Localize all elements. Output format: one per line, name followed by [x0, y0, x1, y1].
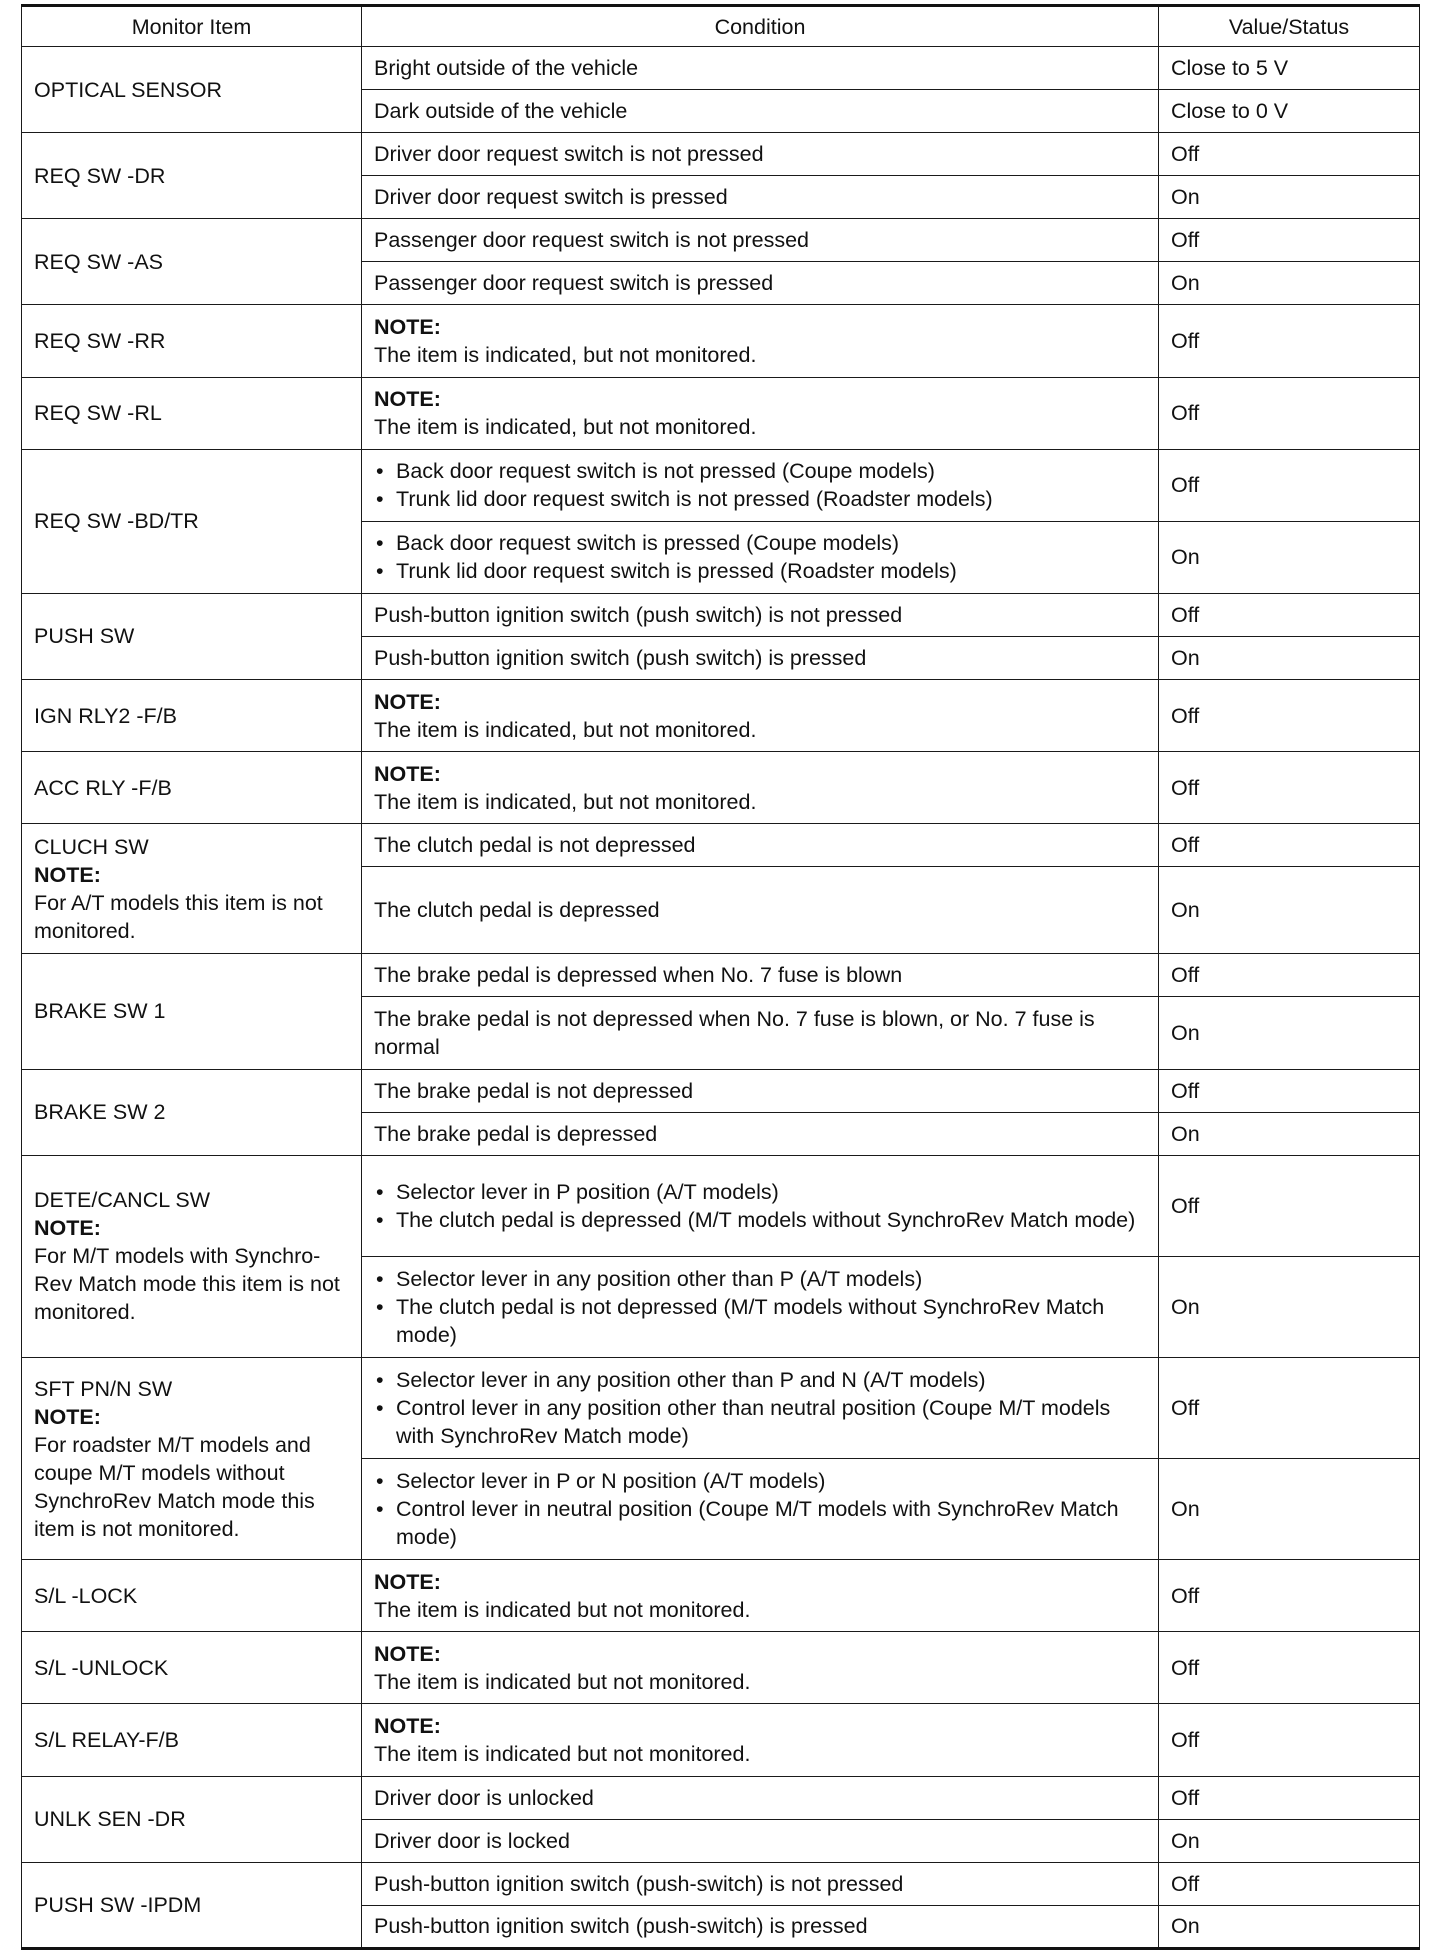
monitor-item-name: SFT PN/N SW [34, 1376, 173, 1401]
value-cell: On [1159, 1905, 1420, 1948]
table-row [22, 1155, 1420, 1256]
note-text: The item is indicated, but not monitored. [374, 415, 757, 440]
value-cell: Off [1159, 824, 1420, 867]
table-row [22, 593, 1420, 636]
bullet-item: • The clutch pedal is depressed (M/T models without SynchroRev Match mode) [374, 1206, 1146, 1234]
monitor-item-name: REQ SW -RR [22, 305, 362, 377]
monitor-item-table-page [21, 4, 1419, 1950]
condition-cell: The brake pedal is depressed when No. 7 fuse is blown [362, 954, 1159, 997]
bullet-list [374, 1467, 1146, 1551]
monitor-item-name: BRAKE SW 1 [22, 954, 362, 1069]
monitor-item-name: OPTICAL SENSOR [22, 47, 362, 133]
condition-cell [362, 1704, 1159, 1776]
value-cell: Off [1159, 305, 1420, 377]
value-cell: Off [1159, 1862, 1420, 1905]
note-text: The item is indicated but not monitored. [374, 1597, 751, 1622]
bullet-list [374, 457, 1146, 513]
value-cell: On [1159, 636, 1420, 679]
bullet-item: • The clutch pedal is not depressed (M/T models without SynchroRev Match mode) [374, 1293, 1146, 1349]
note-text: The item is indicated, but not monitored. [374, 342, 757, 367]
header-value-status: Value/Status [1159, 6, 1420, 47]
condition-cell: Driver door request switch is not pressed [362, 133, 1159, 176]
bullet-item: • Back door request switch is pressed (Coupe models) [374, 529, 1146, 557]
note-text: The item is indicated but not monitored. [374, 1669, 751, 1694]
condition-cell [362, 305, 1159, 377]
note-label: NOTE: [34, 862, 101, 887]
condition-cell: Dark outside of the vehicle [362, 90, 1159, 133]
note-text: For roadster M/T models and coupe M/T models without SynchroRev Match mode this item is not monitored. [34, 1432, 315, 1541]
note-text: The item is indicated, but not monitored. [374, 789, 757, 814]
condition-cell [362, 1256, 1159, 1357]
table-row [22, 219, 1420, 262]
condition-cell: Push-button ignition switch (push switch) is pressed [362, 636, 1159, 679]
monitor-item-name: REQ SW -AS [22, 219, 362, 305]
value-cell: Off [1159, 1069, 1420, 1112]
condition-cell [362, 680, 1159, 752]
table-row [22, 680, 1420, 752]
note-label: NOTE: [34, 1216, 101, 1241]
condition-cell [362, 1459, 1159, 1560]
value-cell: Off [1159, 1155, 1420, 1256]
value-cell: On [1159, 867, 1420, 954]
bullet-item: • Trunk lid door request switch is not pressed (Roadster models) [374, 485, 1146, 513]
monitor-item-name: REQ SW -DR [22, 133, 362, 219]
monitor-item-name: REQ SW -BD/TR [22, 449, 362, 593]
monitor-item-name: S/L RELAY-F/B [22, 1704, 362, 1776]
condition-cell [362, 521, 1159, 593]
bullet-item: • Control lever in neutral position (Coupe M/T models with SynchroRev Match mode) [374, 1495, 1146, 1551]
monitor-item-cell [22, 1155, 362, 1357]
table-row [22, 824, 1420, 867]
value-cell: Off [1159, 133, 1420, 176]
condition-cell: The clutch pedal is not depressed [362, 824, 1159, 867]
value-cell: Off [1159, 377, 1420, 449]
value-cell: Close to 0 V [1159, 90, 1420, 133]
value-cell: On [1159, 1819, 1420, 1862]
condition-cell: The brake pedal is depressed [362, 1112, 1159, 1155]
condition-cell [362, 1632, 1159, 1704]
condition-cell: Driver door is locked [362, 1819, 1159, 1862]
value-cell: On [1159, 176, 1420, 219]
note-label: NOTE: [34, 1404, 101, 1429]
table-row [22, 133, 1420, 176]
condition-cell [362, 752, 1159, 824]
condition-cell [362, 1560, 1159, 1632]
bullet-list [374, 529, 1146, 585]
table-header-row [22, 6, 1420, 47]
note-label: NOTE: [374, 314, 441, 339]
value-cell: Off [1159, 219, 1420, 262]
table-row [22, 1560, 1420, 1632]
table-row [22, 47, 1420, 90]
note-text: The item is indicated but not monitored. [374, 1742, 751, 1767]
monitor-item-name: DETE/CANCL SW [34, 1188, 210, 1213]
condition-cell: Push-button ignition switch (push switch) is not pressed [362, 593, 1159, 636]
monitor-item-name: IGN RLY2 -F/B [22, 680, 362, 752]
condition-cell: Push-button ignition switch (push-switch) is not pressed [362, 1862, 1159, 1905]
value-cell: Off [1159, 1357, 1420, 1458]
note-label: NOTE: [374, 1641, 441, 1666]
value-cell: Off [1159, 752, 1420, 824]
bullet-item: • Selector lever in any position other than P (A/T models) [374, 1265, 1146, 1293]
table-row [22, 377, 1420, 449]
condition-cell: Passenger door request switch is not pressed [362, 219, 1159, 262]
condition-cell: Driver door is unlocked [362, 1776, 1159, 1819]
monitor-item-name: CLUCH SW [34, 834, 149, 859]
condition-cell: The brake pedal is not depressed [362, 1069, 1159, 1112]
value-cell: On [1159, 997, 1420, 1069]
monitor-item-name: ACC RLY -F/B [22, 752, 362, 824]
table-row [22, 1704, 1420, 1776]
monitor-item-name: REQ SW -RL [22, 377, 362, 449]
condition-cell: The clutch pedal is depressed [362, 867, 1159, 954]
condition-cell: The brake pedal is not depressed when No. 7 fuse is blown, or No. 7 fuse is normal [362, 997, 1159, 1069]
note-label: NOTE: [374, 1714, 441, 1739]
bullet-list [374, 1178, 1146, 1234]
bullet-item: • Back door request switch is not pressed (Coupe models) [374, 457, 1146, 485]
bullet-item: • Control lever in any position other than neutral position (Coupe M/T models with SynchroRev Match mode) [374, 1394, 1146, 1450]
table-row [22, 449, 1420, 521]
header-condition: Condition [362, 6, 1159, 47]
note-text: The item is indicated, but not monitored. [374, 717, 757, 742]
table-row [22, 1632, 1420, 1704]
condition-cell: Driver door request switch is pressed [362, 176, 1159, 219]
bullet-list [374, 1265, 1146, 1349]
table-row [22, 1357, 1420, 1458]
value-cell: Off [1159, 593, 1420, 636]
bullet-item: • Trunk lid door request switch is pressed (Roadster models) [374, 557, 1146, 585]
value-cell: Off [1159, 1560, 1420, 1632]
value-cell: Off [1159, 680, 1420, 752]
value-cell: On [1159, 262, 1420, 305]
table-row [22, 1862, 1420, 1905]
monitor-item-name: BRAKE SW 2 [22, 1069, 362, 1155]
condition-cell [362, 1357, 1159, 1458]
monitor-item-cell [22, 824, 362, 954]
note-label: NOTE: [374, 387, 441, 412]
table-row [22, 305, 1420, 377]
table-row [22, 1069, 1420, 1112]
note-label: NOTE: [374, 689, 441, 714]
value-cell: Off [1159, 1776, 1420, 1819]
header-monitor-item: Monitor Item [22, 6, 362, 47]
monitor-item-name: S/L -LOCK [22, 1560, 362, 1632]
note-text: For A/T models this item is not monitored. [34, 890, 323, 943]
condition-cell: Bright outside of the vehicle [362, 47, 1159, 90]
bullet-item: • Selector lever in P position (A/T models) [374, 1178, 1146, 1206]
monitor-item-name: S/L -UNLOCK [22, 1632, 362, 1704]
bullet-list [374, 1366, 1146, 1450]
note-label: NOTE: [374, 761, 441, 786]
condition-cell [362, 377, 1159, 449]
monitor-item-name: PUSH SW -IPDM [22, 1862, 362, 1948]
condition-cell: Push-button ignition switch (push-switch) is pressed [362, 1905, 1159, 1948]
value-cell: On [1159, 1459, 1420, 1560]
bullet-item: • Selector lever in any position other than P and N (A/T models) [374, 1366, 1146, 1394]
table-row [22, 954, 1420, 997]
condition-cell [362, 1155, 1159, 1256]
value-cell: Close to 5 V [1159, 47, 1420, 90]
value-cell: Off [1159, 1632, 1420, 1704]
table-row [22, 1776, 1420, 1819]
monitor-item-name: PUSH SW [22, 593, 362, 679]
value-cell: Off [1159, 449, 1420, 521]
value-cell: Off [1159, 1704, 1420, 1776]
bullet-item: • Selector lever in P or N position (A/T models) [374, 1467, 1146, 1495]
condition-cell [362, 449, 1159, 521]
value-cell: On [1159, 1256, 1420, 1357]
value-cell: On [1159, 1112, 1420, 1155]
value-cell: On [1159, 521, 1420, 593]
value-cell: Off [1159, 954, 1420, 997]
condition-cell: Passenger door request switch is pressed [362, 262, 1159, 305]
table-row [22, 752, 1420, 824]
note-text: For M/T models with Synchro-Rev Match mode this item is not monitored. [34, 1244, 340, 1325]
monitor-item-cell [22, 1357, 362, 1559]
note-label: NOTE: [374, 1569, 441, 1594]
monitor-item-table [21, 4, 1420, 1950]
monitor-item-name: UNLK SEN -DR [22, 1776, 362, 1862]
